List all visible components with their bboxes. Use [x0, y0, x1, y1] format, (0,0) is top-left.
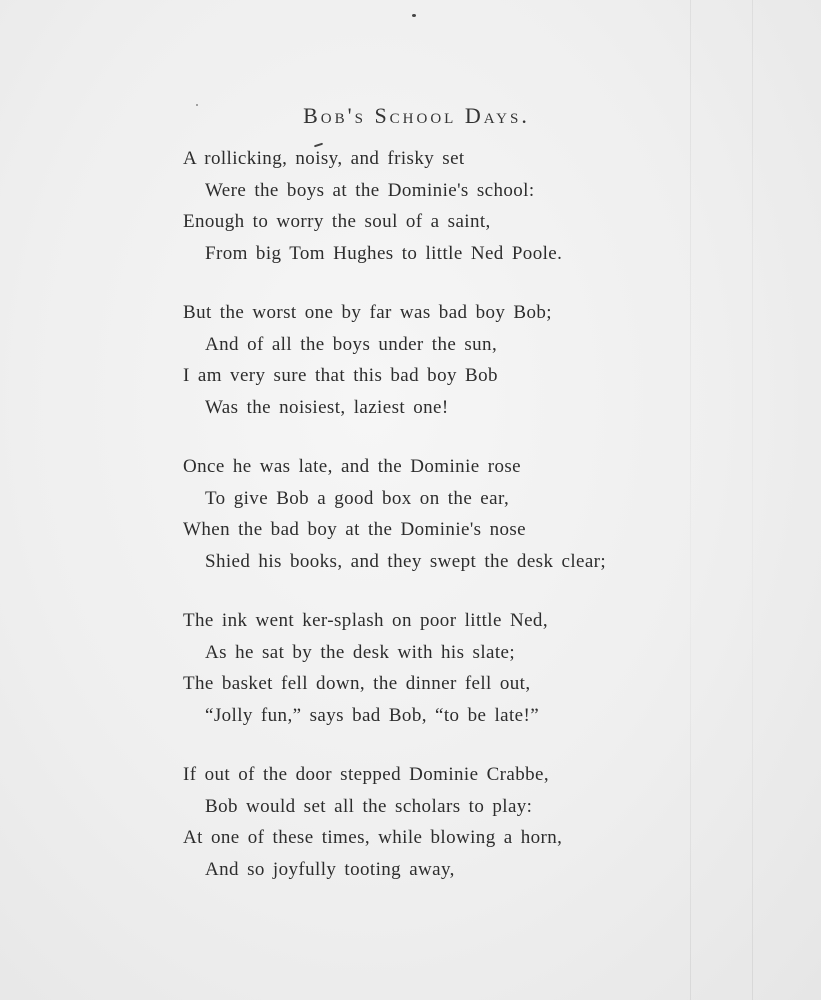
poem-line: I am very sure that this bad boy Bob	[183, 365, 498, 386]
poem-line: When the bad boy at the Dominie's nose	[183, 519, 527, 540]
poem-line: To give Bob a good box on the ear,	[205, 487, 510, 509]
poem-line: And of all the boys under the sun,	[205, 333, 498, 355]
stanza-2	[183, 297, 803, 423]
poem-line: As he sat by the desk with his slate;	[205, 641, 516, 663]
poem-line: “Jolly fun,” says bad Bob, “to be late!”	[205, 704, 540, 726]
poem-line: From big Tom Hughes to little Ned Poole.	[205, 242, 563, 264]
stanza-1	[183, 143, 803, 269]
poem-line: Once he was late, and the Dominie rose	[183, 456, 521, 477]
poem-line: If out of the door stepped Dominie Crabbe,	[183, 764, 549, 785]
poem-body	[183, 143, 803, 913]
stanza-3	[183, 451, 803, 577]
poem-line: And so joyfully tooting away,	[205, 858, 455, 880]
stanza-5	[183, 759, 803, 885]
poem-line: A rollicking, noisy, and frisky set	[183, 148, 465, 169]
poem-line: Was the noisiest, laziest one!	[205, 396, 449, 418]
poem-line: Were the boys at the Dominie's school:	[205, 179, 535, 201]
poem-line: The ink went ker-splash on poor little Ned,	[183, 610, 548, 631]
poem-line: Bob would set all the scholars to play:	[205, 795, 533, 817]
poem-line: At one of these times, while blowing a horn,	[183, 827, 563, 848]
poem-line: But the worst one by far was bad boy Bob;	[183, 302, 552, 323]
poem-title: Bob's School Days.	[303, 103, 530, 128]
poem-line: Shied his books, and they swept the desk clear;	[205, 550, 607, 572]
poem-line: Enough to worry the soul of a saint,	[183, 211, 491, 232]
stanza-4	[183, 605, 803, 731]
ink-speck	[412, 14, 416, 17]
poem-line: The basket fell down, the dinner fell out,	[183, 673, 531, 694]
